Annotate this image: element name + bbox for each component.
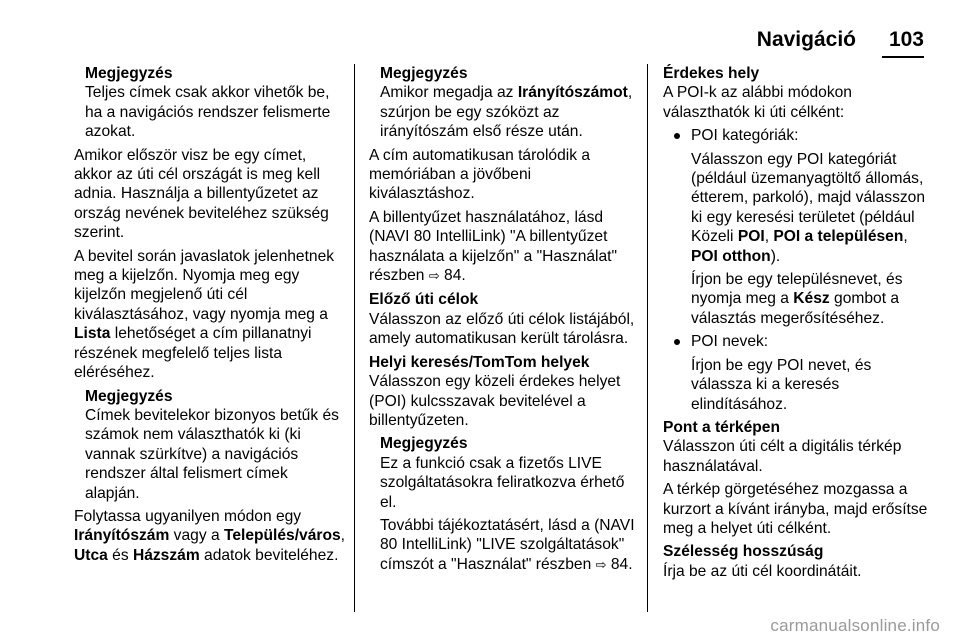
- column-divider: [647, 64, 648, 612]
- paragraph: Válasszon egy POI kategóriát (például üzemanyagtöltő állomás, étterem, parkoló), majd válasszon ki egy keresési területet (például Közeli POI, POI a településen, POI otthon).: [691, 150, 926, 265]
- header-rule: [882, 56, 924, 58]
- paragraph: A POI-k az alábbi módokon választhatók ki úti célként:: [663, 84, 852, 121]
- bullet-icon: [674, 133, 680, 139]
- paragraph: Amikor először visz be egy címet, akkor az úti cél országát is meg kell adnia. Használja a billentyűzetet az ország nevének beviteléhez szükség szerint.: [74, 146, 329, 242]
- watermark: carmanualsonline.info: [770, 616, 940, 635]
- paragraph: Írja be az úti cél koordinátáit.: [663, 562, 862, 580]
- list-item: [663, 126, 933, 328]
- note-text: További tájékoztatásért, lásd a (NAVI 80 IntelliLink) "LIVE szolgáltatások" címszót a "Használat" részben ⇨ 84.: [380, 516, 635, 573]
- paragraph: Válasszon egy közeli érdekes helyet (POI) kulcsszavak bevitelével a billentyűzeten.: [369, 373, 621, 429]
- note-title: Megjegyzés: [380, 65, 468, 82]
- note-block: [369, 434, 637, 575]
- paragraph: Válasszon úti célt a digitális térkép használatával.: [663, 438, 902, 475]
- note-text: Ez a funkció csak a fizetős LIVE szolgáltatásokra feliratkozva érhető el.: [380, 454, 625, 511]
- page-number: 103: [888, 28, 924, 51]
- page-header: [0, 0, 960, 58]
- paragraph: A térkép görgetéséhez mozgassa a kurzort a kívánt irányba, majd erősítse meg a helyet úti célként.: [663, 481, 928, 537]
- paragraph: Írjon be egy POI nevet, és válassza ki a keresés elindításához.: [691, 356, 872, 413]
- note-text: Címek bevitelekor bizonyos betűk és számok nem választhatók ki (ki vannak szürkítve) a navigációs rendszer által felismert címek alapján.: [85, 406, 339, 502]
- column-middle: [369, 64, 637, 579]
- paragraph: A cím automatikusan tárolódik a memóriában a jövőbeni kiválasztáshoz.: [369, 146, 591, 203]
- section-heading: Érdekes hely: [663, 65, 760, 82]
- paragraph: A billentyűzet használatához, lásd (NAVI 80 IntelliLink) "A billentyűzet használata a kijelzőn" a "Használat" részben ⇨ 84.: [369, 208, 618, 285]
- note-title: Megjegyzés: [85, 387, 173, 405]
- list-item: [663, 332, 933, 414]
- column-divider: [354, 64, 355, 612]
- note-text: Teljes címek csak akkor vihetők be, ha a navigációs rendszer felismerte azokat.: [85, 84, 331, 141]
- paragraph: A bevitel során javaslatok jelenhetnek meg a kijelzőn. Nyomja meg egy kijelzőn megjelenő úti cél kiválasztásához, vagy nyomja meg a Lista lehetőséget a cím pillanatnyi részének megfelelő teljes lista eléréséhez.: [74, 247, 335, 382]
- section-heading: Szélesség hosszúság: [663, 543, 824, 561]
- option-label: Lista: [74, 325, 111, 343]
- section-heading: Előző úti célok: [369, 291, 479, 309]
- note-block: [74, 387, 346, 503]
- bullet-label: POI kategóriák:: [691, 127, 799, 145]
- page-ref-arrow-icon: ⇨: [595, 557, 607, 573]
- note-title: Megjegyzés: [380, 435, 468, 453]
- note-block: [74, 64, 346, 142]
- note-block: [369, 64, 637, 142]
- page-ref-arrow-icon: ⇨: [428, 269, 440, 285]
- column-right: [663, 64, 933, 585]
- bullet-icon: [674, 339, 680, 345]
- paragraph: Folytassa ugyanilyen módon egy Irányítószám vagy a Település/város, Utca és Házszám adatok beviteléhez.: [74, 507, 346, 564]
- section-heading: Helyi keresés/TomTom helyek: [369, 353, 590, 371]
- section-heading: Pont a térképen: [663, 418, 780, 436]
- column-left: [74, 64, 346, 569]
- note-title: Megjegyzés: [85, 65, 173, 82]
- bullet-label: POI nevek:: [691, 333, 769, 351]
- note-text: Amikor megadja az Irányítószámot, szúrjon be egy szóközt az irányítószám első része után.: [380, 84, 633, 141]
- section-title: Navigáció: [756, 28, 856, 51]
- paragraph: Írjon be egy településnevet, és nyomja meg a Kész gombot a választás megerősítéséhez.: [691, 271, 903, 327]
- paragraph: Válasszon az előző úti célok listájából, amely automatikusan került tárolásra.: [369, 310, 635, 348]
